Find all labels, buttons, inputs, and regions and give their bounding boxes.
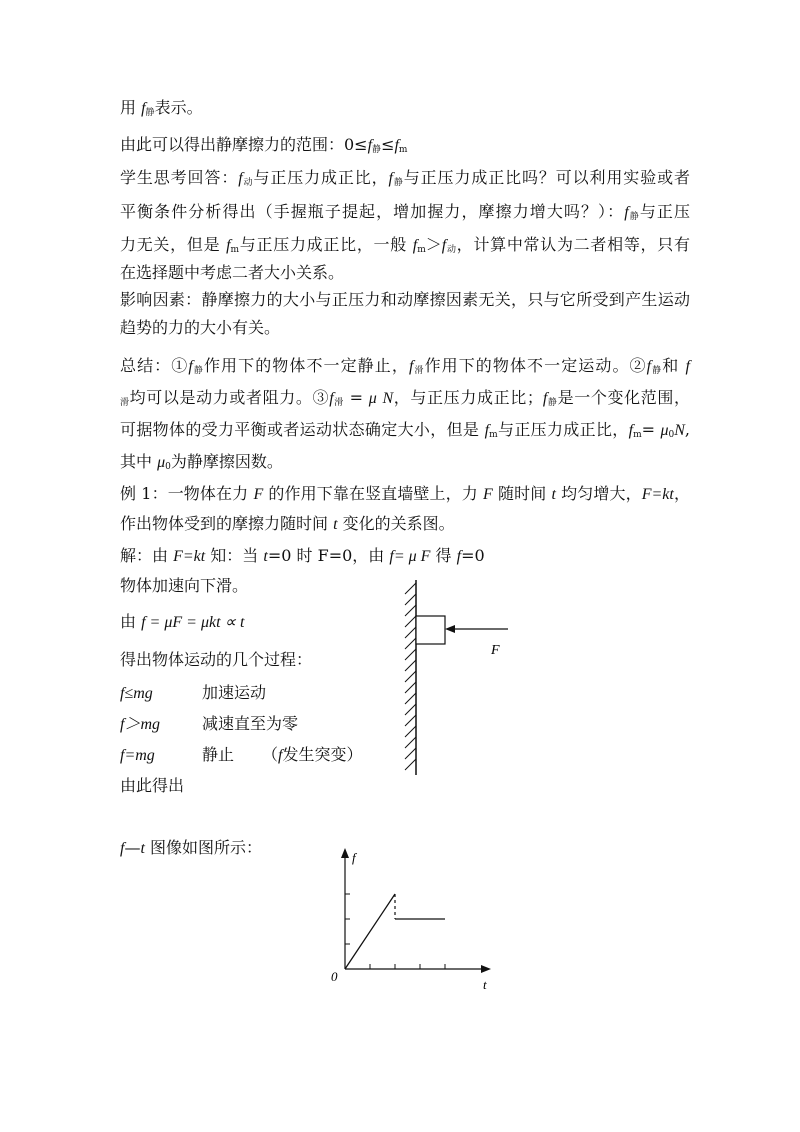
var-f: f (408, 358, 414, 375)
var-t: t (551, 486, 556, 503)
subscript: 静 (372, 145, 382, 155)
text-line-20 (120, 714, 298, 735)
text-segment: 图像如图所示： (144, 838, 262, 857)
text-line-13 (120, 484, 690, 505)
text-segment: 变化的关系图。 (337, 514, 455, 533)
text-segment: 是一个变化范围， (557, 388, 690, 407)
text-line-6 (120, 263, 344, 283)
text-segment: =0 时 F=0，由 (267, 546, 390, 565)
text-line-9 (120, 356, 690, 381)
subscript: 动 (446, 245, 457, 255)
var-f: f (226, 237, 231, 254)
text-segment: 解：由 (120, 546, 174, 565)
text-segment: 力无关，但是 (120, 235, 227, 254)
equation: F=kt (173, 548, 206, 565)
var-f: f (624, 204, 629, 221)
text-segment: ， (673, 484, 690, 503)
text-segment: 用 (120, 98, 142, 117)
text-segment: 平衡条件分析得出（手握瓶子提起，增加握力，摩擦力增大吗？）： (120, 202, 625, 221)
condition: f=mg (120, 747, 155, 764)
subscript: 动 (242, 178, 254, 188)
wall-hatching (405, 583, 416, 770)
x-axis-label: t (483, 977, 487, 992)
text-segment: 其中 (120, 452, 158, 471)
text-segment: 由此可以得出静摩擦力的范围：0≤ (120, 135, 368, 154)
text-line-11 (120, 420, 690, 445)
f-t-chart (325, 840, 500, 995)
subscript: m (398, 145, 408, 155)
var-f: f (238, 170, 243, 187)
text-segment: 作用下的物体不一定运动。② (424, 356, 647, 375)
var-f: f (329, 390, 334, 407)
text-line-2 (120, 135, 407, 160)
subscript: 静 (628, 212, 640, 222)
text-segment: 与正压力成正比吗？可以利用实验或者 (403, 168, 690, 187)
var-f: f (412, 237, 418, 254)
var-mu: μ (157, 454, 166, 471)
var-f: f (120, 840, 125, 857)
subscript: m (230, 245, 240, 255)
var-f: f (188, 358, 193, 375)
text-segment: 知：当 (205, 546, 264, 565)
text-segment: 静止 (202, 745, 235, 764)
text-line-5 (120, 235, 690, 260)
subscript: 静 (651, 366, 663, 376)
subscript: m (489, 430, 498, 440)
text-segment: 物体加速向下滑。 (120, 576, 249, 595)
var-f: f (388, 170, 393, 187)
y-axis-label: f (352, 850, 356, 865)
var-f: f (394, 137, 399, 154)
series-segment-rising (345, 894, 395, 969)
subscript: 滑 (413, 366, 425, 376)
text-segment: 减速直至为零 (202, 714, 299, 733)
text-line-7 (120, 290, 690, 310)
var-mu: μ (660, 422, 669, 439)
text-segment: ≤ (381, 135, 395, 154)
text-segment: 加速运动 (202, 683, 267, 702)
text-segment: 的作用下靠在竖直墙壁上，力 (263, 484, 484, 503)
text-segment: 和 (662, 356, 686, 375)
origin-label: 0 (331, 969, 338, 984)
equation: f= μ F (389, 548, 431, 565)
subscript: 静 (547, 398, 558, 408)
text-segment: =0 (461, 546, 485, 565)
var-f: f (141, 100, 146, 117)
text-line-8 (120, 318, 280, 338)
text-segment: 与正压力成正比， (253, 168, 389, 187)
text-segment: 总结：① (120, 356, 189, 375)
force-arrow-head (445, 625, 455, 633)
text-line-19 (120, 683, 266, 704)
subscript: 0 (165, 462, 171, 472)
text-segment: 与正压 (639, 202, 690, 221)
subscript: 静 (192, 366, 204, 376)
var-f: f (685, 358, 690, 375)
equation: F=kt (641, 486, 674, 503)
text-segment: 发生突变） (282, 745, 363, 764)
text-segment: （ (262, 745, 279, 764)
var-n: N (382, 390, 394, 407)
text-segment: — (124, 838, 141, 857)
var-t: t (263, 548, 268, 565)
text-segment: 为静摩擦因数。 (170, 452, 283, 471)
var-f: f (628, 422, 634, 439)
text-segment: 作用下的物体不一定静止， (203, 356, 409, 375)
block (416, 616, 445, 644)
subscript: 静 (145, 108, 155, 118)
condition: f＞mg (120, 716, 161, 733)
force-label: F (491, 643, 500, 658)
text-segment: 作出物体受到的摩擦力随时间 (120, 514, 334, 533)
text-segment: = (343, 388, 369, 407)
text-segment: 得 (430, 546, 457, 565)
var-t: t (140, 840, 145, 857)
text-segment: 与正压力成正比， (497, 420, 629, 439)
wall-force-figure (395, 575, 525, 780)
subscript: m (633, 430, 642, 440)
text-segment: ，计算中常认为二者相等，只有 (456, 235, 690, 254)
text-segment: 可据物体的受力平衡或者运动状态确定大小，但是 (120, 420, 485, 439)
text-segment: ，与正压力成正比； (393, 388, 543, 407)
text-segment: 例 1：一物体在力 (120, 484, 254, 503)
text-line-10 (120, 388, 690, 413)
text-segment: 表示。 (154, 98, 203, 117)
subscript: 滑 (333, 398, 344, 408)
text-segment: 影响因素：静摩擦力的大小与正压力和动摩擦因素无关，只与它所受到产生运动 (120, 290, 690, 309)
subscript: 滑 (120, 398, 130, 408)
text-segment: 由 (120, 612, 142, 631)
condition: f≤mg (120, 685, 153, 702)
text-segment: 随时间 (492, 484, 552, 503)
subscript: m (417, 245, 426, 255)
var-f: f (484, 422, 490, 439)
var-f: f (456, 548, 462, 565)
subscript: 静 (393, 178, 404, 188)
text-line-22 (120, 776, 184, 796)
var-f: f (542, 390, 548, 407)
subscript: 0 (668, 430, 675, 440)
text-line-15 (120, 546, 485, 567)
y-axis-arrow (341, 848, 349, 858)
text-line-4 (120, 202, 690, 227)
var-F: F (253, 486, 264, 503)
var-t: t (333, 516, 338, 533)
var-F: F (483, 486, 493, 503)
var-n: N (674, 422, 685, 439)
text-segment: , (684, 420, 690, 439)
x-axis-arrow (481, 965, 491, 973)
text-line-21 (120, 745, 363, 766)
var-f: f (367, 137, 373, 154)
var-mu: μ (368, 390, 377, 407)
text-line-3 (120, 168, 690, 193)
var-f: f (278, 747, 283, 764)
text-segment: = (641, 420, 661, 439)
equation: f = μF = μkt ∝ t (141, 614, 245, 631)
text-line-1 (120, 98, 203, 123)
text-segment: 均匀增大， (555, 484, 642, 503)
text-segment: 学生思考回答： (120, 168, 239, 187)
text-line-12 (120, 452, 283, 477)
text-segment: ＞ (425, 235, 442, 254)
var-f: f (441, 237, 447, 254)
text-segment: 与正压力成正比，一般 (239, 235, 413, 254)
text-segment: 由此得出 (120, 776, 185, 795)
text-line-14 (120, 514, 455, 535)
text-line-17 (120, 612, 244, 633)
text-line-16 (120, 576, 248, 596)
text-line-23 (120, 838, 262, 859)
text-segment: 趋势的力的大小有关。 (120, 318, 281, 337)
text-line-18 (120, 650, 312, 670)
text-segment: 得出物体运动的几个过程： (120, 650, 313, 669)
var-f: f (646, 358, 652, 375)
text-segment: 均可以是动力或者阻力。③ (129, 388, 330, 407)
text-segment: 在选择题中考虑二者大小关系。 (120, 263, 345, 282)
